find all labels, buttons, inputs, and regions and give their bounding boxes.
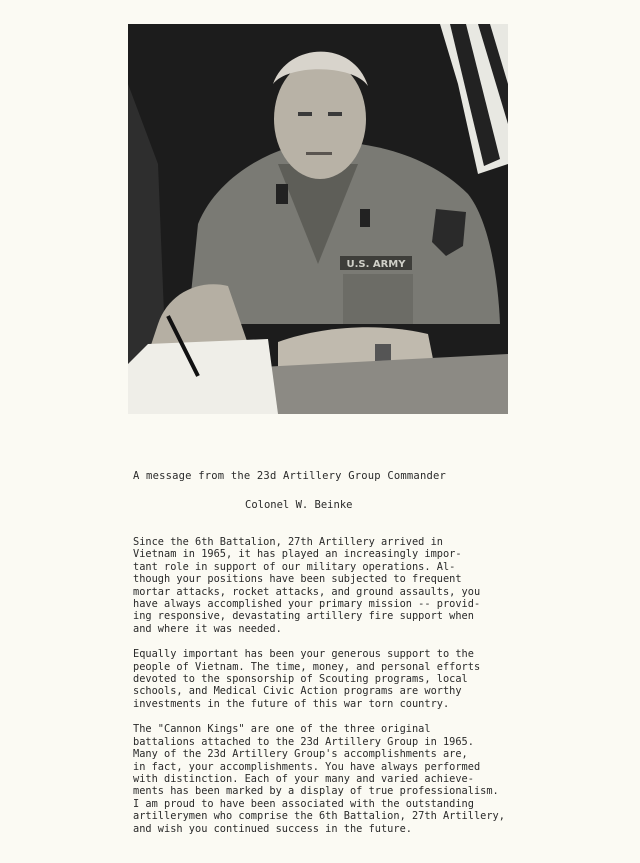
text-line: ing responsive, devastating artillery fire support when	[133, 610, 474, 623]
text-line: I am proud to have been associated with the outstanding	[133, 797, 474, 810]
text-line: mortar attacks, rocket attacks, and ground assaults, you	[133, 585, 481, 598]
text-line: battalions attached to the 23d Artillery Group in 1965.	[133, 735, 474, 748]
text-line: people of Vietnam. The time, money, and personal efforts	[133, 660, 481, 673]
paragraph	[133, 536, 543, 635]
text-line: Since the 6th Battalion, 27th Artillery arrived in	[133, 536, 443, 548]
text-line: have always accomplished your primary mission -- provid-	[133, 598, 481, 611]
commander-portrait-photo	[128, 24, 508, 414]
text-line: Equally important has been your generous support to the	[133, 648, 474, 661]
text-line: and wish you continued success in the future.	[133, 822, 412, 835]
text-line: schools, and Medical Civic Action programs are worthy	[133, 685, 462, 698]
message-heading: A message from the 23d Artillery Group Commander	[133, 470, 447, 482]
text-line: devoted to the sponsorship of Scouting programs, local	[133, 673, 468, 686]
paragraph	[133, 648, 543, 710]
text-line: Many of the 23d Artillery Group's accomplishments are,	[133, 748, 468, 761]
text-line: investments in the future of this war torn country.	[133, 697, 450, 710]
text-line: Vietnam in 1965, it has played an increasingly impor-	[133, 548, 462, 561]
name-tape-text: U.S. ARMY	[346, 259, 406, 270]
paragraph	[133, 723, 543, 835]
commander-name: Colonel W. Beinke	[245, 499, 353, 511]
text-line: and where it was needed.	[133, 622, 282, 635]
text-line: The "Cannon Kings" are one of the three original	[133, 723, 431, 736]
text-line: though your positions have been subjected to frequent	[133, 573, 462, 586]
text-line: ments has been marked by a display of true professionalism.	[133, 785, 499, 798]
text-line: in fact, your accomplishments. You have always performed	[133, 760, 481, 773]
text-line: tant role in support of our military operations. Al-	[133, 560, 456, 573]
text-line: artillerymen who comprise the 6th Battalion, 27th Artillery,	[133, 810, 505, 823]
text-line: with distinction. Each of your many and varied achieve-	[133, 772, 474, 785]
message-body	[133, 536, 543, 848]
